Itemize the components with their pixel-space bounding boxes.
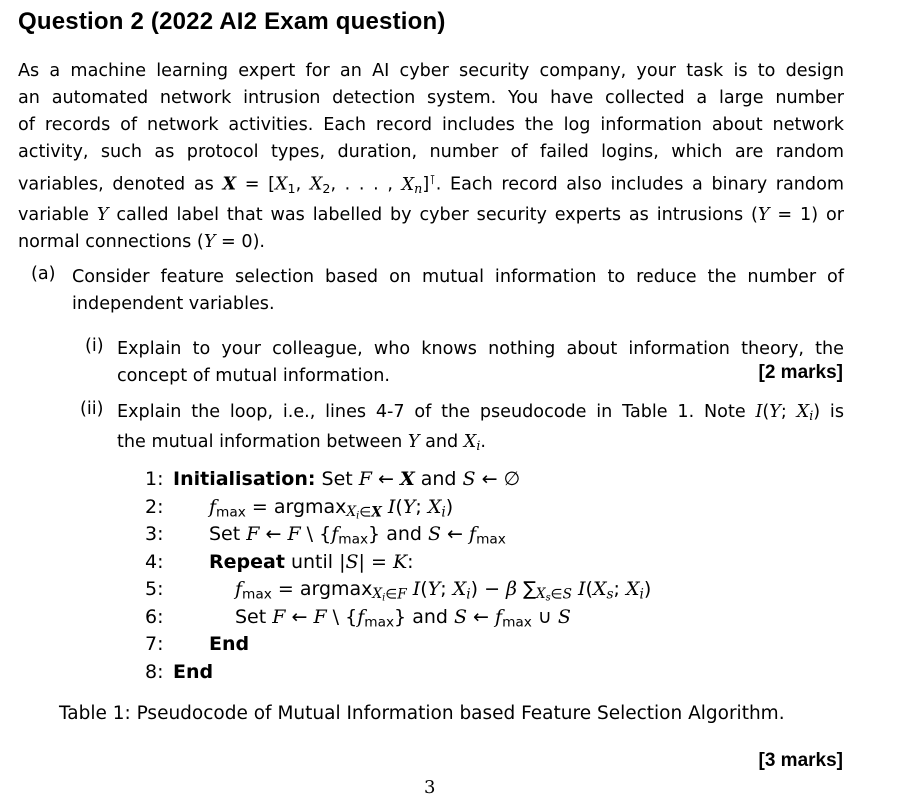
line-number: 2: bbox=[145, 495, 164, 518]
part-a-label: (a) bbox=[31, 264, 56, 284]
part-i-line: Explain to your colleague, who knows nothing about information theory, the bbox=[117, 339, 844, 359]
part-a-text bbox=[72, 264, 844, 318]
intro-line: As a machine learning expert for an AI cyber security company, your task is to design bbox=[18, 61, 844, 81]
line-number: 1: bbox=[145, 468, 164, 490]
question-title: Question 2 (2022 AI2 Exam question) bbox=[18, 8, 446, 35]
part-ii-label: (ii) bbox=[80, 399, 104, 419]
line-number: 7: bbox=[145, 633, 164, 655]
intro-line: an automated network intrusion detection system. You have collected a large number bbox=[18, 88, 844, 108]
part-i-marks: [2 marks] bbox=[758, 362, 843, 383]
intro-line: variable Y called label that was labelled by cyber security experts as intrusions (Y = 1) or bbox=[18, 204, 844, 225]
pseudocode-line: 2: $f_{max} = argmax_{X_i\in X}$ I(Y; $X_i$) bbox=[145, 495, 454, 522]
part-ii-text bbox=[117, 399, 844, 459]
table-caption: Table 1: Pseudocode of Mutual Information based Feature Selection Algorithm. bbox=[59, 703, 785, 724]
pseudocode-line: 3: Set F ← F \ $\{f_{max}\}$ and S ← $f_{max}$ bbox=[145, 523, 506, 548]
line-number: 8: bbox=[145, 660, 164, 683]
part-a-line: independent variables. bbox=[72, 294, 275, 314]
page-number: 3 bbox=[424, 777, 436, 798]
intro-paragraph bbox=[18, 58, 844, 256]
line-number: 3: bbox=[145, 523, 164, 545]
pseudocode-line: 4: Repeat until |S| = K: bbox=[145, 549, 651, 577]
line-number: 5: bbox=[145, 578, 164, 600]
pseudocode-block bbox=[145, 466, 651, 686]
intro-line: activity, such as protocol types, duration, number of failed logins, which are random bbox=[18, 142, 844, 162]
part-i-label: (i) bbox=[85, 336, 104, 356]
line-number: 6: bbox=[145, 605, 164, 628]
line-number: 4: bbox=[145, 550, 164, 573]
part-ii-line: the mutual information between Y and $X_i$. bbox=[117, 432, 486, 454]
pseudocode-line: 1: Initialisation: Set F ← X and S ← ∅ bbox=[145, 466, 651, 494]
pseudocode-line: 5: $f_{max} = argmax_{X_i\in F}$ I(Y; $X_i) - \beta$ $\sum_{X_s\in S}$ $I(X_s$; $X_i$) bbox=[145, 578, 652, 604]
pseudocode-line: 6: Set F ← F \ $\{f_{max}\}$ and S ← $f_{max}$ ∪ S bbox=[145, 605, 571, 630]
part-ii-marks: [3 marks] bbox=[758, 750, 843, 771]
pseudocode-line: 7: End bbox=[145, 631, 651, 659]
part-ii-line: Explain the loop, i.e., lines 4-7 of the pseudocode in Table 1. Note I(Y; $X_i$) is bbox=[117, 402, 844, 424]
intro-line: normal connections (Y = 0). bbox=[18, 231, 266, 252]
pseudocode-line: 8: End bbox=[145, 659, 651, 687]
intro-line: variables, denoted as $X = [X_1$, $X_2$, . . . , $X_n]^⊺$. Each record also includes a binary random bbox=[18, 172, 845, 196]
part-a-line: Consider feature selection based on mutual information to reduce the number of bbox=[72, 267, 844, 287]
intro-line: of records of network activities. Each record includes the log information about network bbox=[18, 115, 844, 135]
part-i-line: concept of mutual information. bbox=[117, 366, 391, 386]
part-i-text bbox=[117, 336, 844, 390]
